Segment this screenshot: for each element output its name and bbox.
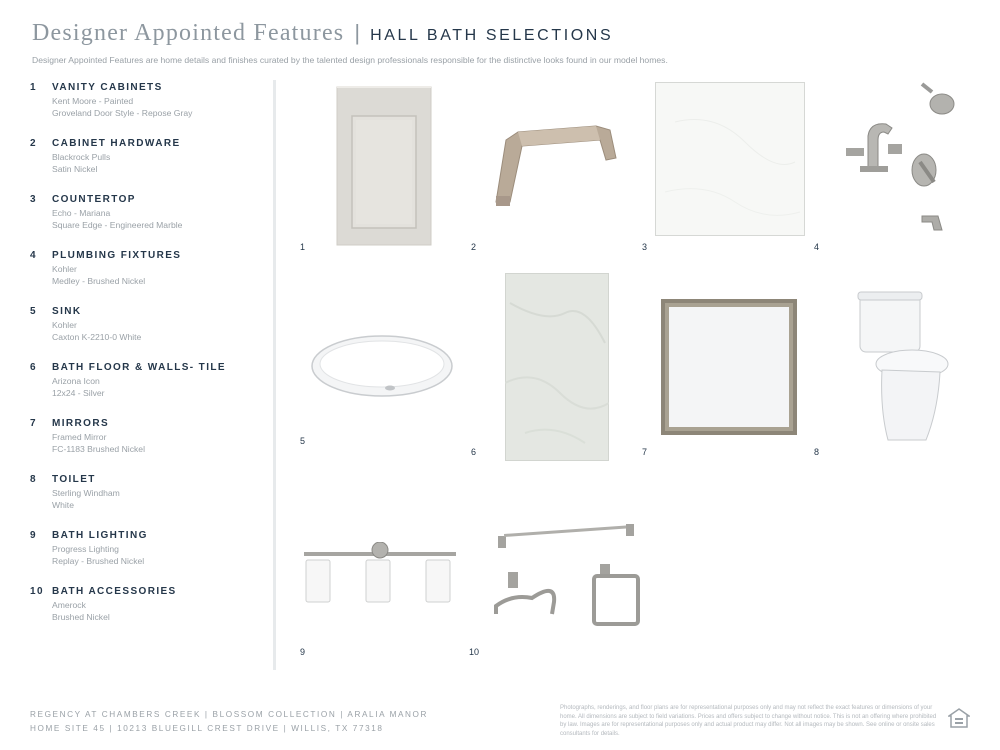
header xyxy=(32,20,980,65)
item-number: 3 xyxy=(30,194,37,205)
plumbing-fixtures-image xyxy=(838,78,960,238)
item-detail: Square Edge - Engineered Marble xyxy=(52,220,183,230)
item-detail: White xyxy=(52,500,74,510)
item-number: 9 xyxy=(30,530,37,541)
header-description: Designer Appointed Features are home details and finishes curated by the talented design professionals responsible for the distinctive looks found in our model homes. xyxy=(32,55,668,65)
item-title: VANITY CABINETS xyxy=(52,82,163,93)
list-item xyxy=(30,530,266,586)
list-item xyxy=(30,82,266,138)
item-detail: Replay - Brushed Nickel xyxy=(52,556,145,566)
framed-mirror-image xyxy=(660,298,798,436)
item-title: BATH LIGHTING xyxy=(52,530,148,541)
photo-number: 8 xyxy=(814,447,820,457)
item-detail: Kohler xyxy=(52,264,77,274)
footer-disclaimer: Photographs, renderings, and floor plans are for representational purposes only and may not reflect the exact features or dimensions of your home. All dimensions are subject to field variations. Prices and offers subject to change without notice. This is not an offering where prohibited by law. Images are for representational purposes only and actual product may differ. Not all images may be shown. See online or onsite sales consultants for details. xyxy=(560,705,937,737)
item-title: PLUMBING FIXTURES xyxy=(52,250,182,261)
item-detail: Satin Nickel xyxy=(52,164,98,174)
item-title: COUNTERTOP xyxy=(52,194,136,205)
item-number: 8 xyxy=(30,474,37,485)
photo-number: 9 xyxy=(300,647,306,657)
list-item xyxy=(30,418,266,474)
vanity-cabinet-door-image xyxy=(336,86,432,246)
item-number: 7 xyxy=(30,418,37,429)
item-title: TOILET xyxy=(52,474,96,485)
item-detail: Blackrock Pulls xyxy=(52,152,111,162)
item-detail: Echo - Mariana xyxy=(52,208,111,218)
item-title: SINK xyxy=(52,306,82,317)
photo-number: 5 xyxy=(300,436,306,446)
item-number: 2 xyxy=(30,138,37,149)
vanity-light-image xyxy=(302,542,458,606)
item-detail: Kohler xyxy=(52,320,77,330)
item-detail: Framed Mirror xyxy=(52,432,107,442)
item-detail: Kent Moore - Painted xyxy=(52,96,134,106)
item-number: 5 xyxy=(30,306,37,317)
item-detail: Brushed Nickel xyxy=(52,612,110,622)
item-detail: Progress Lighting xyxy=(52,544,119,554)
equal-housing-opportunity-icon xyxy=(948,708,970,728)
photo-number: 6 xyxy=(471,447,477,457)
selection-list xyxy=(30,82,266,642)
page-subtitle: HALL BATH SELECTIONS xyxy=(370,27,614,44)
photo-number: 1 xyxy=(300,242,306,252)
item-detail: Amerock xyxy=(52,600,86,610)
list-item xyxy=(30,586,266,642)
floor-tile-image xyxy=(505,273,609,461)
item-detail: Caxton K-2210-0 White xyxy=(52,332,142,342)
toilet-image xyxy=(856,290,952,444)
photo-number: 10 xyxy=(469,647,480,657)
item-title: BATH FLOOR & WALLS- TILE xyxy=(52,362,226,373)
item-detail: Groveland Door Style - Repose Gray xyxy=(52,108,193,118)
photo-number: 7 xyxy=(642,447,648,457)
title-row xyxy=(32,20,980,47)
item-number: 4 xyxy=(30,250,37,261)
page-title: Designer Appointed Features xyxy=(32,20,345,46)
list-item xyxy=(30,138,266,194)
cabinet-pull-image xyxy=(488,118,624,210)
photo-number: 2 xyxy=(471,242,477,252)
item-number: 6 xyxy=(30,362,37,373)
list-item xyxy=(30,306,266,362)
item-detail: Sterling Windham xyxy=(52,488,120,498)
title-separator: | xyxy=(354,20,361,45)
item-detail: FC-1183 Brushed Nickel xyxy=(52,444,145,454)
footer-line: REGENCY AT CHAMBERS CREEK | BLOSSOM COLLECTION | ARALIA MANOR xyxy=(30,710,429,719)
item-title: BATH ACCESSORIES xyxy=(52,586,177,597)
item-title: MIRRORS xyxy=(52,418,110,429)
item-number: 1 xyxy=(30,82,37,93)
list-item xyxy=(30,250,266,306)
footer-address xyxy=(30,708,428,736)
item-title: CABINET HARDWARE xyxy=(52,138,181,149)
vertical-divider xyxy=(273,80,276,670)
bath-accessories-image xyxy=(492,522,652,632)
item-number: 10 xyxy=(30,586,44,597)
undermount-sink-image xyxy=(306,332,456,402)
list-item xyxy=(30,474,266,530)
photo-number: 4 xyxy=(814,242,820,252)
list-item xyxy=(30,194,266,250)
list-item xyxy=(30,362,266,418)
footer-line: HOME SITE 45 | 10213 BLUEGILL CREST DRIVE | WILLIS, TX 77318 xyxy=(30,724,384,733)
item-detail: Arizona Icon xyxy=(52,376,100,386)
item-detail: 12x24 - Silver xyxy=(52,388,105,398)
photo-number: 3 xyxy=(642,242,648,252)
countertop-sample-image xyxy=(655,82,805,236)
item-detail: Medley - Brushed Nickel xyxy=(52,276,146,286)
